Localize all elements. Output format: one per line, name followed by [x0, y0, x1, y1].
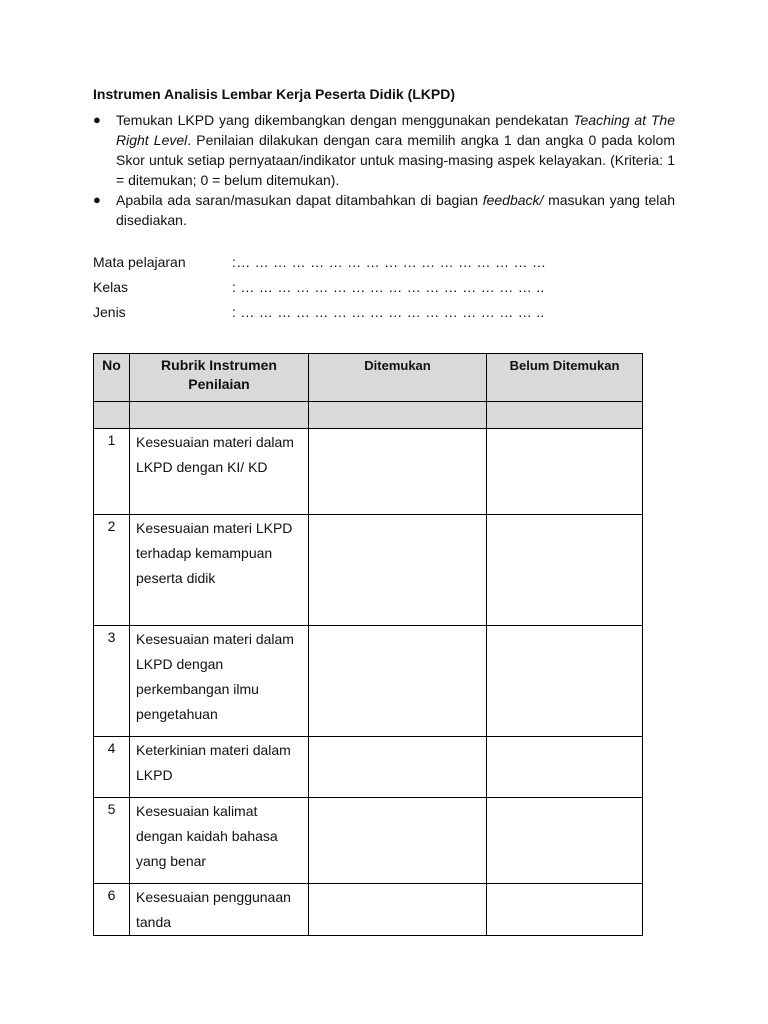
row-number: 6 [94, 884, 130, 936]
table-row [94, 429, 643, 515]
table-row [94, 798, 643, 884]
not-found-cell[interactable] [487, 626, 643, 737]
row-criterion: Kesesuaian materi dalam LKPD dengan perkembangan ilmu pengetahuan [130, 626, 309, 737]
not-found-cell[interactable] [487, 737, 643, 798]
instruction-emphasis: feedback/ [482, 192, 544, 208]
header-not-found: Belum Ditemukan [487, 354, 643, 402]
field-blank: : … … … … … … … … … … … … … … … … .. [232, 279, 545, 295]
bullet-icon: ● [93, 192, 101, 207]
spacer-cell [309, 402, 487, 429]
table-row [94, 737, 643, 798]
row-criterion: Kesesuaian kalimat dengan kaidah bahasa yang benar [130, 798, 309, 884]
row-number: 2 [94, 515, 130, 626]
table-row [94, 884, 643, 936]
instruction-item [93, 190, 675, 230]
instruction-text: masukan yang telah disediakan. [116, 192, 675, 228]
row-number: 1 [94, 429, 130, 515]
bullet-icon: ● [93, 112, 101, 127]
table-row [94, 626, 643, 737]
row-number: 5 [94, 798, 130, 884]
row-criterion: Kesesuaian materi dalam LKPD dengan KI/ KD [130, 429, 309, 515]
instruction-emphasis: Teaching at The Right Level [116, 112, 675, 148]
not-found-cell[interactable] [487, 515, 643, 626]
field-label: Kelas [93, 279, 129, 295]
document-title: Instrumen Analisis Lembar Kerja Peserta Didik (LKPD) [93, 86, 456, 102]
found-cell[interactable] [309, 798, 487, 884]
row-criterion: Kesesuaian penggunaan tanda [130, 884, 309, 936]
instruction-text: Temukan LKPD yang dikembangkan dengan menggunakan pendekatan [116, 112, 574, 128]
field-blank: : … … … … … … … … … … … … … … … … .. [232, 304, 545, 320]
field-label: Jenis [93, 304, 126, 320]
not-found-cell[interactable] [487, 798, 643, 884]
found-cell[interactable] [309, 884, 487, 936]
spacer-cell [94, 402, 130, 429]
header-no: No [94, 354, 130, 402]
instruction-item [93, 110, 675, 190]
header-found: Ditemukan [309, 354, 487, 402]
table-spacer-row [94, 402, 643, 429]
field-blank: :… … … … … … … … … … … … … … … … … [232, 254, 547, 270]
found-cell[interactable] [309, 626, 487, 737]
instruction-text: Apabila ada saran/masukan dapat ditambahkan di bagian [116, 192, 483, 208]
found-cell[interactable] [309, 737, 487, 798]
field-label: Mata pelajaran [93, 254, 186, 270]
table-row [94, 515, 643, 626]
rubric-table [93, 353, 643, 936]
row-criterion: Kesesuaian materi LKPD terhadap kemampuan peserta didik [130, 515, 309, 626]
table-header-row [94, 354, 643, 402]
not-found-cell[interactable] [487, 429, 643, 515]
found-cell[interactable] [309, 429, 487, 515]
found-cell[interactable] [309, 515, 487, 626]
header-rubric: Rubrik Instrumen Penilaian [130, 354, 309, 402]
row-number: 4 [94, 737, 130, 798]
instruction-list [93, 110, 675, 230]
row-criterion: Keterkinian materi dalam LKPD [130, 737, 309, 798]
spacer-cell [487, 402, 643, 429]
instruction-text: . Penilaian dilakukan dengan cara memilih angka 1 dan angka 0 pada kolom Skor untuk setiap pernyataan/indikator untuk masing-masing aspek kelayakan. (Kriteria: 1 = ditemukan; 0 = belum ditemukan). [116, 132, 675, 188]
row-number: 3 [94, 626, 130, 737]
not-found-cell[interactable] [487, 884, 643, 936]
spacer-cell [130, 402, 309, 429]
